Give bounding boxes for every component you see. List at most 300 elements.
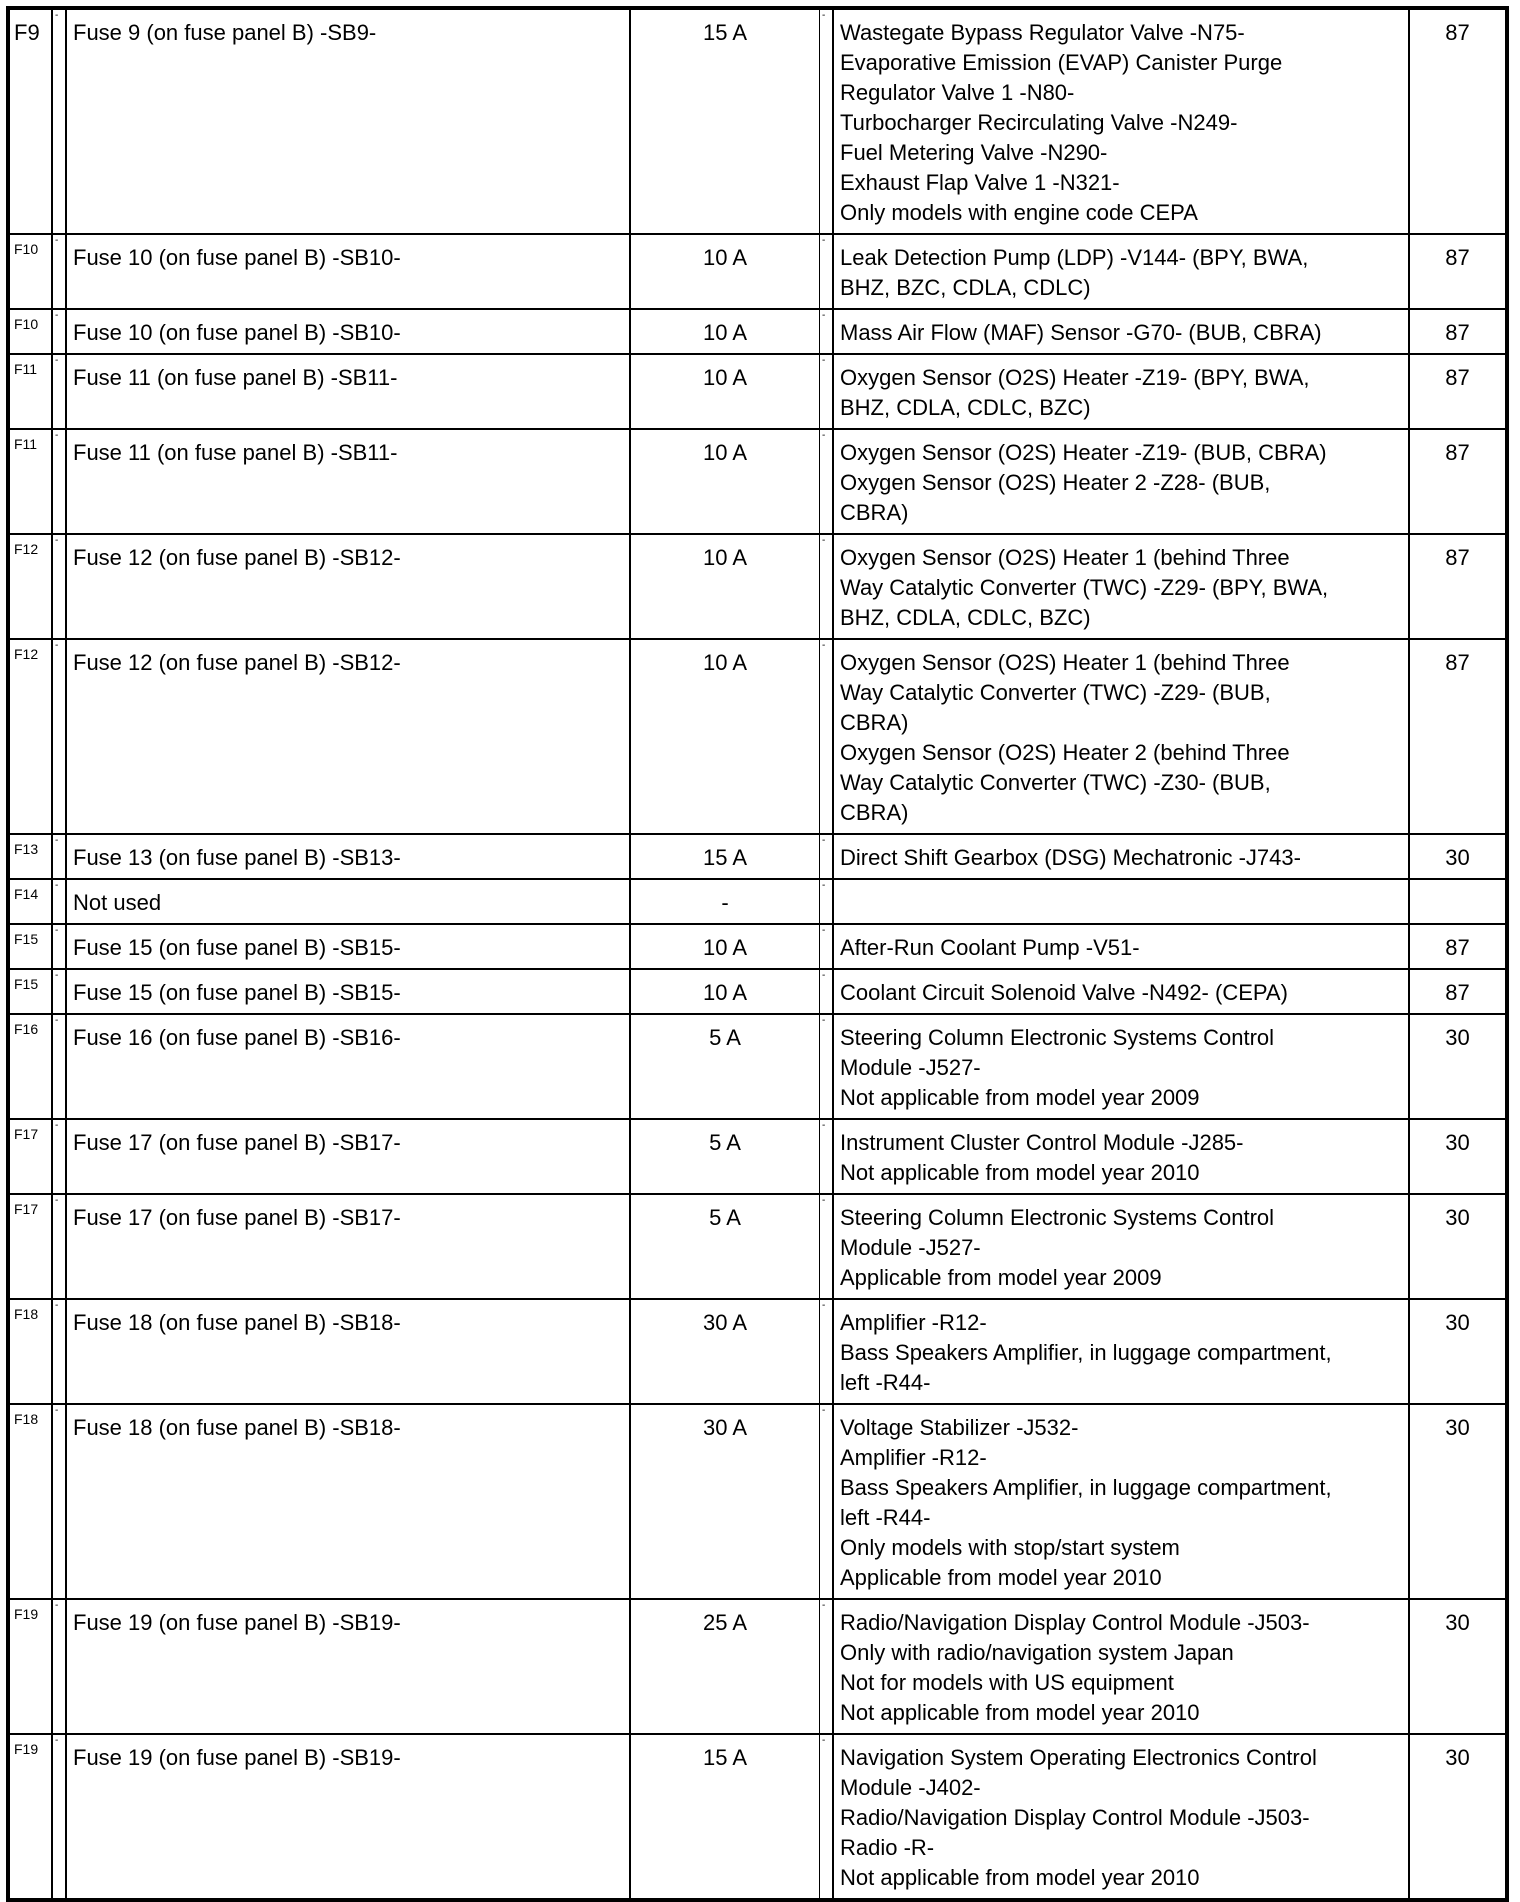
terminal-cell bbox=[1409, 1299, 1507, 1404]
marker: - bbox=[55, 430, 59, 441]
terminal: 30 bbox=[1445, 1310, 1470, 1335]
fuse-name-cell bbox=[66, 1734, 630, 1900]
fuse-id-cell bbox=[8, 639, 52, 834]
marker: - bbox=[822, 1405, 826, 1416]
table-row bbox=[8, 1194, 1507, 1299]
marker-cell bbox=[820, 1299, 834, 1404]
terminal-cell bbox=[1409, 309, 1507, 354]
fuse-id-cell bbox=[8, 1404, 52, 1599]
fuse-name-cell bbox=[66, 1404, 630, 1599]
marker-cell bbox=[820, 1119, 834, 1194]
component-line: BHZ, CDLA, CDLC, BZC) bbox=[840, 395, 1091, 420]
fuse-id-cell bbox=[8, 924, 52, 969]
amperage-cell bbox=[630, 234, 820, 309]
fuse-id-cell bbox=[8, 969, 52, 1014]
terminal-cell bbox=[1409, 1014, 1507, 1119]
marker: - bbox=[55, 970, 59, 981]
table-row bbox=[8, 534, 1507, 639]
marker: - bbox=[822, 235, 826, 246]
component-line: Regulator Valve 1 -N80- bbox=[840, 80, 1075, 105]
terminal-cell bbox=[1409, 834, 1507, 879]
table-row bbox=[8, 924, 1507, 969]
component-line: Not applicable from model year 2010 bbox=[840, 1865, 1200, 1890]
amperage-cell bbox=[630, 834, 820, 879]
table-row bbox=[8, 639, 1507, 834]
marker-cell bbox=[820, 834, 834, 879]
terminal-cell bbox=[1409, 969, 1507, 1014]
fuse-name: Fuse 15 (on fuse panel B) -SB15- bbox=[73, 935, 401, 960]
fuse-name-cell bbox=[66, 1194, 630, 1299]
marker-cell bbox=[820, 534, 834, 639]
marker: - bbox=[822, 1300, 826, 1311]
marker: - bbox=[55, 1015, 59, 1026]
marker-cell bbox=[52, 309, 66, 354]
fuse-name-cell bbox=[66, 879, 630, 924]
table-row bbox=[8, 1404, 1507, 1599]
amperage-cell bbox=[630, 1734, 820, 1900]
component-line: Way Catalytic Converter (TWC) -Z29- (BUB, bbox=[840, 680, 1271, 705]
fuse-id-cell bbox=[8, 1014, 52, 1119]
components-cell bbox=[833, 429, 1409, 534]
fuse-id-cell bbox=[8, 1599, 52, 1734]
component-line: Radio -R- bbox=[840, 1835, 935, 1860]
terminal-cell bbox=[1409, 1194, 1507, 1299]
table-row bbox=[8, 834, 1507, 879]
marker-cell bbox=[52, 1194, 66, 1299]
fuse-id-cell bbox=[8, 1119, 52, 1194]
component-line: Oxygen Sensor (O2S) Heater 1 (behind Three bbox=[840, 650, 1290, 675]
marker: - bbox=[55, 1120, 59, 1131]
fuse-id-cell bbox=[8, 1734, 52, 1900]
terminal-cell bbox=[1409, 879, 1507, 924]
fuse-name-cell bbox=[66, 834, 630, 879]
marker: - bbox=[822, 1600, 826, 1611]
terminal: 87 bbox=[1445, 245, 1470, 270]
fuse-name: Fuse 19 (on fuse panel B) -SB19- bbox=[73, 1745, 401, 1770]
marker: - bbox=[55, 835, 59, 846]
marker: - bbox=[55, 10, 59, 21]
terminal: 87 bbox=[1445, 935, 1470, 960]
component-line: Bass Speakers Amplifier, in luggage compartment, bbox=[840, 1340, 1332, 1365]
marker: - bbox=[822, 880, 826, 891]
amperage: 10 A bbox=[702, 320, 748, 345]
components-cell bbox=[833, 834, 1409, 879]
fuse-id: F18 bbox=[14, 1411, 39, 1427]
amperage: 25 A bbox=[702, 1610, 748, 1635]
fuse-name-cell bbox=[66, 429, 630, 534]
amperage-cell bbox=[630, 879, 820, 924]
marker-cell bbox=[820, 1194, 834, 1299]
fuse-name: Fuse 11 (on fuse panel B) -SB11- bbox=[73, 365, 398, 390]
marker-cell bbox=[52, 8, 66, 234]
marker: - bbox=[822, 430, 826, 441]
terminal: 87 bbox=[1445, 320, 1470, 345]
terminal: 87 bbox=[1445, 365, 1470, 390]
fuse-name-cell bbox=[66, 1599, 630, 1734]
fuse-name: Fuse 17 (on fuse panel B) -SB17- bbox=[73, 1130, 401, 1155]
table-row bbox=[8, 1014, 1507, 1119]
component-line: Module -J527- bbox=[840, 1055, 981, 1080]
terminal: 30 bbox=[1445, 1415, 1470, 1440]
fuse-name-cell bbox=[66, 1014, 630, 1119]
table-row bbox=[8, 1299, 1507, 1404]
marker: - bbox=[822, 835, 826, 846]
fuse-name: Fuse 13 (on fuse panel B) -SB13- bbox=[73, 845, 401, 870]
components-cell bbox=[833, 1734, 1409, 1900]
marker: - bbox=[822, 970, 826, 981]
fuse-id: F10 bbox=[14, 316, 39, 332]
table-row bbox=[8, 309, 1507, 354]
marker: - bbox=[55, 640, 59, 651]
component-line: Oxygen Sensor (O2S) Heater -Z19- (BUB, CBRA) bbox=[840, 440, 1327, 465]
component-line: Oxygen Sensor (O2S) Heater 2 (behind Three bbox=[840, 740, 1290, 765]
marker-cell bbox=[820, 234, 834, 309]
fuse-name: Fuse 10 (on fuse panel B) -SB10- bbox=[73, 320, 401, 345]
components-cell bbox=[833, 924, 1409, 969]
marker-cell bbox=[820, 1734, 834, 1900]
table-row bbox=[8, 879, 1507, 924]
component-line: Mass Air Flow (MAF) Sensor -G70- (BUB, CBRA) bbox=[840, 320, 1322, 345]
marker: - bbox=[55, 1300, 59, 1311]
fuse-id: F11 bbox=[14, 361, 38, 377]
terminal: 87 bbox=[1445, 980, 1470, 1005]
fuse-id: F17 bbox=[14, 1201, 39, 1217]
amperage-cell bbox=[630, 354, 820, 429]
amperage: 10 A bbox=[702, 545, 748, 570]
component-line: Bass Speakers Amplifier, in luggage compartment, bbox=[840, 1475, 1332, 1500]
component-line: Instrument Cluster Control Module -J285- bbox=[840, 1130, 1244, 1155]
fuse-id: F18 bbox=[14, 1306, 39, 1322]
fuse-id-cell bbox=[8, 8, 52, 234]
fuse-id: F15 bbox=[14, 976, 39, 992]
table-row bbox=[8, 354, 1507, 429]
fuse-id: F15 bbox=[14, 931, 39, 947]
fuse-id-cell bbox=[8, 354, 52, 429]
table-row bbox=[8, 1734, 1507, 1900]
fuse-id-cell bbox=[8, 879, 52, 924]
amperage-cell bbox=[630, 1599, 820, 1734]
marker-cell bbox=[52, 834, 66, 879]
component-line: Not for models with US equipment bbox=[840, 1670, 1174, 1695]
table-row bbox=[8, 1119, 1507, 1194]
components-cell bbox=[833, 639, 1409, 834]
components-cell bbox=[833, 1299, 1409, 1404]
fuse-name-cell bbox=[66, 534, 630, 639]
component-line: Way Catalytic Converter (TWC) -Z30- (BUB, bbox=[840, 770, 1271, 795]
marker-cell bbox=[52, 924, 66, 969]
terminal-cell bbox=[1409, 234, 1507, 309]
marker: - bbox=[822, 355, 826, 366]
terminal: 30 bbox=[1445, 1130, 1470, 1155]
component-line: Applicable from model year 2009 bbox=[840, 1265, 1162, 1290]
fuse-name: Fuse 16 (on fuse panel B) -SB16- bbox=[73, 1025, 401, 1050]
fuse-name: Not used bbox=[73, 890, 162, 915]
marker: - bbox=[55, 1195, 59, 1206]
fuse-id-cell bbox=[8, 1299, 52, 1404]
component-line: BHZ, BZC, CDLA, CDLC) bbox=[840, 275, 1091, 300]
component-line: Exhaust Flap Valve 1 -N321- bbox=[840, 170, 1120, 195]
terminal-cell bbox=[1409, 8, 1507, 234]
marker-cell bbox=[52, 354, 66, 429]
fuse-name-cell bbox=[66, 1119, 630, 1194]
fuse-name-cell bbox=[66, 924, 630, 969]
marker: - bbox=[55, 880, 59, 891]
component-line: Oxygen Sensor (O2S) Heater -Z19- (BPY, BWA, bbox=[840, 365, 1310, 390]
marker-cell bbox=[820, 429, 834, 534]
amperage: 10 A bbox=[702, 980, 748, 1005]
marker-cell bbox=[52, 969, 66, 1014]
fuse-id: F13 bbox=[14, 841, 39, 857]
fuse-id: F19 bbox=[14, 1741, 39, 1757]
fuse-id: F12 bbox=[14, 541, 39, 557]
component-line: Navigation System Operating Electronics Control bbox=[840, 1745, 1317, 1770]
components-cell bbox=[833, 234, 1409, 309]
fuse-name-cell bbox=[66, 8, 630, 234]
terminal-cell bbox=[1409, 1599, 1507, 1734]
component-line: Oxygen Sensor (O2S) Heater 1 (behind Three bbox=[840, 545, 1290, 570]
amperage: 15 A bbox=[702, 20, 748, 45]
components-cell bbox=[833, 969, 1409, 1014]
components-cell bbox=[833, 309, 1409, 354]
component-line: Module -J527- bbox=[840, 1235, 981, 1260]
marker: - bbox=[822, 1120, 826, 1131]
fuse-name-cell bbox=[66, 1299, 630, 1404]
amperage-cell bbox=[630, 534, 820, 639]
fuse-name: Fuse 18 (on fuse panel B) -SB18- bbox=[73, 1310, 401, 1335]
terminal-cell bbox=[1409, 1404, 1507, 1599]
amperage-cell bbox=[630, 309, 820, 354]
component-line: Coolant Circuit Solenoid Valve -N492- (CEPA) bbox=[840, 980, 1288, 1005]
fuse-id-cell bbox=[8, 234, 52, 309]
marker-cell bbox=[52, 1734, 66, 1900]
component-line: Oxygen Sensor (O2S) Heater 2 -Z28- (BUB, bbox=[840, 470, 1271, 495]
amperage: 10 A bbox=[702, 440, 748, 465]
terminal-cell bbox=[1409, 429, 1507, 534]
terminal: 30 bbox=[1445, 1745, 1470, 1770]
components-cell bbox=[833, 1404, 1409, 1599]
marker: - bbox=[55, 355, 59, 366]
amperage-cell bbox=[630, 639, 820, 834]
terminal-cell bbox=[1409, 1734, 1507, 1900]
fuse-id: F10 bbox=[14, 241, 39, 257]
components-cell bbox=[833, 879, 1409, 924]
component-line: left -R44- bbox=[840, 1505, 931, 1530]
fuse-name: Fuse 12 (on fuse panel B) -SB12- bbox=[73, 650, 401, 675]
terminal-cell bbox=[1409, 354, 1507, 429]
terminal-cell bbox=[1409, 534, 1507, 639]
terminal: 87 bbox=[1445, 650, 1470, 675]
amperage: 10 A bbox=[702, 935, 748, 960]
marker: - bbox=[55, 1735, 59, 1746]
amperage: 10 A bbox=[702, 365, 748, 390]
fuse-id: F12 bbox=[14, 646, 39, 662]
marker-cell bbox=[52, 429, 66, 534]
component-line: BHZ, CDLA, CDLC, BZC) bbox=[840, 605, 1091, 630]
marker-cell bbox=[52, 1299, 66, 1404]
marker-cell bbox=[52, 639, 66, 834]
components-cell bbox=[833, 354, 1409, 429]
marker: - bbox=[55, 535, 59, 546]
amperage-cell bbox=[630, 1119, 820, 1194]
fuse-id-cell bbox=[8, 429, 52, 534]
components-cell bbox=[833, 8, 1409, 234]
marker-cell bbox=[52, 534, 66, 639]
amperage: 10 A bbox=[702, 245, 748, 270]
fuse-name-cell bbox=[66, 639, 630, 834]
component-line: After-Run Coolant Pump -V51- bbox=[840, 935, 1140, 960]
amperage: 5 A bbox=[709, 1025, 741, 1050]
fuse-name: Fuse 9 (on fuse panel B) -SB9- bbox=[73, 20, 377, 45]
terminal: 87 bbox=[1445, 440, 1470, 465]
component-line: CBRA) bbox=[840, 710, 909, 735]
marker: - bbox=[822, 535, 826, 546]
amperage: 5 A bbox=[709, 1130, 741, 1155]
marker-cell bbox=[820, 639, 834, 834]
marker: - bbox=[55, 1405, 59, 1416]
fuse-name: Fuse 11 (on fuse panel B) -SB11- bbox=[73, 440, 398, 465]
table-row bbox=[8, 429, 1507, 534]
fuse-name: Fuse 19 (on fuse panel B) -SB19- bbox=[73, 1610, 401, 1635]
fuse-id: F14 bbox=[14, 886, 39, 902]
terminal: 87 bbox=[1445, 545, 1470, 570]
component-line: Not applicable from model year 2010 bbox=[840, 1160, 1200, 1185]
component-line: Amplifier -R12- bbox=[840, 1310, 987, 1335]
amperage: 15 A bbox=[702, 1745, 748, 1770]
fuse-id: F17 bbox=[14, 1126, 39, 1142]
fuse-id-cell bbox=[8, 834, 52, 879]
marker: - bbox=[55, 1600, 59, 1611]
component-line: Module -J402- bbox=[840, 1775, 981, 1800]
components-cell bbox=[833, 1119, 1409, 1194]
component-line: Turbocharger Recirculating Valve -N249- bbox=[840, 110, 1238, 135]
component-line: Only models with engine code CEPA bbox=[840, 200, 1198, 225]
marker-cell bbox=[52, 879, 66, 924]
table-row bbox=[8, 969, 1507, 1014]
component-line: Evaporative Emission (EVAP) Canister Purge bbox=[840, 50, 1283, 75]
marker-cell bbox=[820, 309, 834, 354]
amperage-cell bbox=[630, 1299, 820, 1404]
fuse-name: Fuse 18 (on fuse panel B) -SB18- bbox=[73, 1415, 401, 1440]
amperage: 10 A bbox=[702, 650, 748, 675]
amperage-cell bbox=[630, 8, 820, 234]
amperage-cell bbox=[630, 924, 820, 969]
fuse-name: Fuse 15 (on fuse panel B) -SB15- bbox=[73, 980, 401, 1005]
fuse-id-cell bbox=[8, 534, 52, 639]
components-cell bbox=[833, 1194, 1409, 1299]
marker-cell bbox=[820, 354, 834, 429]
marker: - bbox=[822, 925, 826, 936]
component-line: left -R44- bbox=[840, 1370, 931, 1395]
marker: - bbox=[822, 1015, 826, 1026]
component-line: Leak Detection Pump (LDP) -V144- (BPY, BWA, bbox=[840, 245, 1309, 270]
fuse-id-cell bbox=[8, 309, 52, 354]
marker: - bbox=[822, 640, 826, 651]
fuse-name: Fuse 17 (on fuse panel B) -SB17- bbox=[73, 1205, 401, 1230]
amperage-cell bbox=[630, 429, 820, 534]
terminal: 30 bbox=[1445, 845, 1470, 870]
marker-cell bbox=[820, 1014, 834, 1119]
component-line: Radio/Navigation Display Control Module -J503- bbox=[840, 1610, 1310, 1635]
component-line: Not applicable from model year 2009 bbox=[840, 1085, 1200, 1110]
component-line: Amplifier -R12- bbox=[840, 1445, 987, 1470]
component-line: Direct Shift Gearbox (DSG) Mechatronic -J743- bbox=[840, 845, 1301, 870]
marker-cell bbox=[820, 969, 834, 1014]
components-cell bbox=[833, 1599, 1409, 1734]
terminal: 30 bbox=[1445, 1205, 1470, 1230]
marker-cell bbox=[52, 234, 66, 309]
component-line: CBRA) bbox=[840, 500, 909, 525]
marker-cell bbox=[820, 924, 834, 969]
marker: - bbox=[55, 310, 59, 321]
terminal-cell bbox=[1409, 924, 1507, 969]
fuse-name: Fuse 10 (on fuse panel B) -SB10- bbox=[73, 245, 401, 270]
marker-cell bbox=[820, 1599, 834, 1734]
marker: - bbox=[55, 925, 59, 936]
marker-cell bbox=[52, 1404, 66, 1599]
fuse-table bbox=[6, 6, 1509, 1902]
components-cell bbox=[833, 534, 1409, 639]
fuse-name: Fuse 12 (on fuse panel B) -SB12- bbox=[73, 545, 401, 570]
table-row bbox=[8, 1599, 1507, 1734]
amperage: 15 A bbox=[702, 845, 748, 870]
marker-cell bbox=[820, 879, 834, 924]
marker: - bbox=[55, 235, 59, 246]
component-line: Applicable from model year 2010 bbox=[840, 1565, 1162, 1590]
component-line: Voltage Stabilizer -J532- bbox=[840, 1415, 1079, 1440]
marker-cell bbox=[52, 1599, 66, 1734]
fuse-id-cell bbox=[8, 1194, 52, 1299]
marker: - bbox=[822, 1735, 826, 1746]
fuse-id: F16 bbox=[14, 1021, 39, 1037]
component-line: Fuel Metering Valve -N290- bbox=[840, 140, 1108, 165]
amperage-cell bbox=[630, 1014, 820, 1119]
marker-cell bbox=[52, 1014, 66, 1119]
table-row bbox=[8, 234, 1507, 309]
fuse-id: F9 bbox=[14, 20, 40, 45]
component-line: Wastegate Bypass Regulator Valve -N75- bbox=[840, 20, 1245, 45]
fuse-name-cell bbox=[66, 969, 630, 1014]
fuse-name-cell bbox=[66, 234, 630, 309]
component-line: Way Catalytic Converter (TWC) -Z29- (BPY, BWA, bbox=[840, 575, 1329, 600]
terminal-cell bbox=[1409, 639, 1507, 834]
marker: - bbox=[822, 10, 826, 21]
terminal: 87 bbox=[1445, 20, 1470, 45]
table-row bbox=[8, 8, 1507, 234]
marker-cell bbox=[52, 1119, 66, 1194]
amperage: 5 A bbox=[709, 1205, 741, 1230]
marker-cell bbox=[820, 1404, 834, 1599]
amperage: 30 A bbox=[702, 1415, 748, 1440]
marker: - bbox=[822, 310, 826, 321]
component-line: Not applicable from model year 2010 bbox=[840, 1700, 1200, 1725]
fuse-name-cell bbox=[66, 354, 630, 429]
fuse-table-body bbox=[8, 8, 1507, 1900]
amperage-cell bbox=[630, 969, 820, 1014]
fuse-id: F11 bbox=[14, 436, 38, 452]
terminal: 30 bbox=[1445, 1610, 1470, 1635]
components-cell bbox=[833, 1014, 1409, 1119]
component-line: Radio/Navigation Display Control Module -J503- bbox=[840, 1805, 1310, 1830]
component-line: CBRA) bbox=[840, 800, 909, 825]
terminal-cell bbox=[1409, 1119, 1507, 1194]
fuse-name-cell bbox=[66, 309, 630, 354]
amperage-cell bbox=[630, 1194, 820, 1299]
component-line: Only with radio/navigation system Japan bbox=[840, 1640, 1234, 1665]
amperage: 30 A bbox=[702, 1310, 748, 1335]
marker-cell bbox=[820, 8, 834, 234]
component-line: Only models with stop/start system bbox=[840, 1535, 1180, 1560]
fuse-id: F19 bbox=[14, 1606, 39, 1622]
